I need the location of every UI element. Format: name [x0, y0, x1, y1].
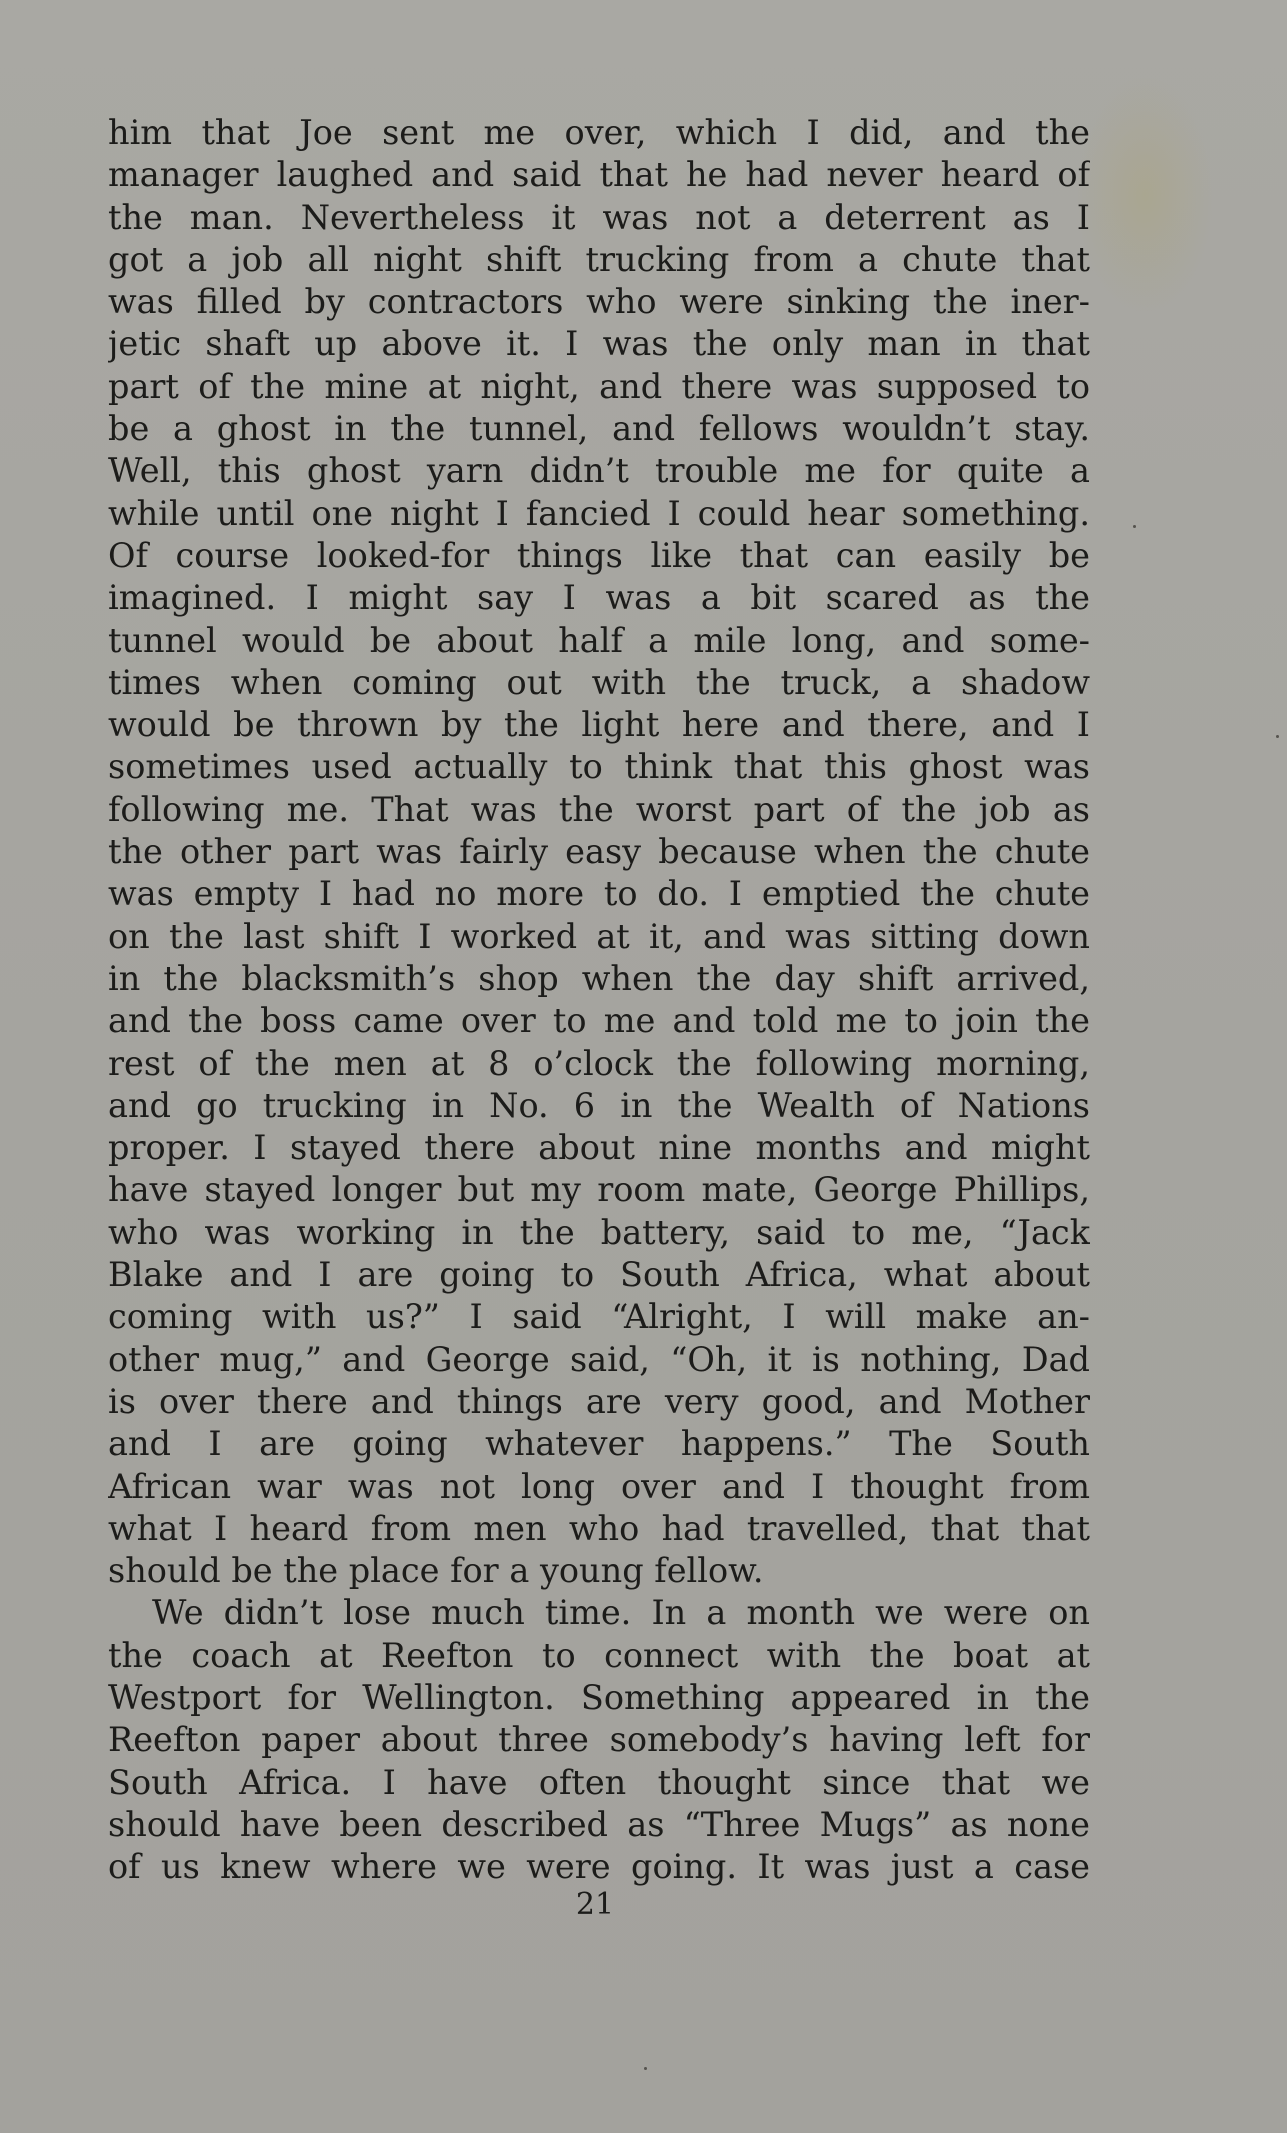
- text-line: on the last shift I worked at it, and was sitting down: [108, 916, 1090, 956]
- paper-speck: [1133, 525, 1136, 528]
- text-line: of us knew where we were going. It was just a case: [108, 1847, 1090, 1887]
- text-line: was empty I had no more to do. I emptied the chute: [108, 874, 1090, 914]
- paper-speck: [644, 2067, 647, 2070]
- text-line: Westport for Wellington. Something appeared in the: [108, 1677, 1090, 1717]
- text-line: him that Joe sent me over, which I did, and the: [108, 113, 1090, 152]
- text-line: rest of the men at 8 o’clock the following morning,: [108, 1043, 1090, 1083]
- text-line: imagined. I might say I was a bit scared as the: [108, 578, 1090, 618]
- text-line: have stayed longer but my room mate, George Phillips,: [108, 1170, 1090, 1210]
- text-line: Of course looked-for things like that can easily be: [108, 535, 1090, 575]
- text-line: who was working in the battery, said to me, “Jack: [108, 1212, 1090, 1252]
- text-line: what I heard from men who had travelled, that that: [108, 1508, 1090, 1548]
- text-line: is over there and things are very good, and Mother: [108, 1381, 1090, 1421]
- text-line: other mug,” and George said, “Oh, it is nothing, Dad: [108, 1339, 1090, 1379]
- text-line: jetic shaft up above it. I was the only man in that: [108, 324, 1090, 364]
- text-line: should be the place for a young fellow.: [108, 1551, 764, 1591]
- paper-speck: [1276, 735, 1279, 738]
- text-line: proper. I stayed there about nine months and might: [108, 1128, 1090, 1168]
- text-line: times when coming out with the truck, a shadow: [108, 662, 1090, 702]
- text-line: was filled by contractors who were sinking the iner-: [108, 282, 1090, 322]
- text-line: African war was not long over and I thought from: [108, 1466, 1090, 1506]
- text-line: Reefton paper about three somebody’s having left for: [108, 1720, 1090, 1760]
- text-line: South Africa. I have often thought since that we: [108, 1762, 1090, 1802]
- text-line: got a job all night shift trucking from a chute that: [108, 239, 1090, 279]
- text-line: and go trucking in No. 6 in the Wealth of Nations: [108, 1085, 1090, 1125]
- text-line: and I are going whatever happens.” The South: [108, 1424, 1090, 1464]
- text-line: Well, this ghost yarn didn’t trouble me for quite a: [108, 451, 1090, 491]
- text-line: We didn’t lose much time. In a month we were on: [152, 1593, 1090, 1633]
- text-line: the other part was fairly easy because when the chute: [108, 832, 1090, 872]
- text-line: part of the mine at night, and there was supposed to: [108, 366, 1090, 406]
- body-text: [108, 112, 1090, 1888]
- text-line: in the blacksmith’s shop when the day shift arrived,: [108, 958, 1090, 998]
- text-line: Blake and I are going to South Africa, what about: [108, 1255, 1090, 1295]
- text-line: the coach at Reefton to connect with the boat at: [108, 1635, 1090, 1675]
- text-line: be a ghost in the tunnel, and fellows wouldn’t stay.: [108, 409, 1090, 449]
- text-line: should have been described as “Three Mugs” as none: [108, 1804, 1090, 1844]
- text-line: would be thrown by the light here and there, and I: [108, 705, 1090, 745]
- text-line: coming with us?” I said “Alright, I will make an-: [108, 1297, 1090, 1337]
- text-line: and the boss came over to me and told me to join the: [108, 1001, 1090, 1041]
- page-number: 21: [575, 1887, 615, 1922]
- text-line: sometimes used actually to think that this ghost was: [108, 747, 1090, 787]
- text-line: while until one night I fancied I could hear something.: [108, 493, 1090, 533]
- text-line: following me. That was the worst part of the job as: [108, 789, 1090, 829]
- text-line: the man. Nevertheless it was not a deterrent as I: [108, 197, 1090, 237]
- text-line: tunnel would be about half a mile long, and some-: [108, 620, 1090, 660]
- text-line: manager laughed and said that he had never heard of: [108, 155, 1090, 195]
